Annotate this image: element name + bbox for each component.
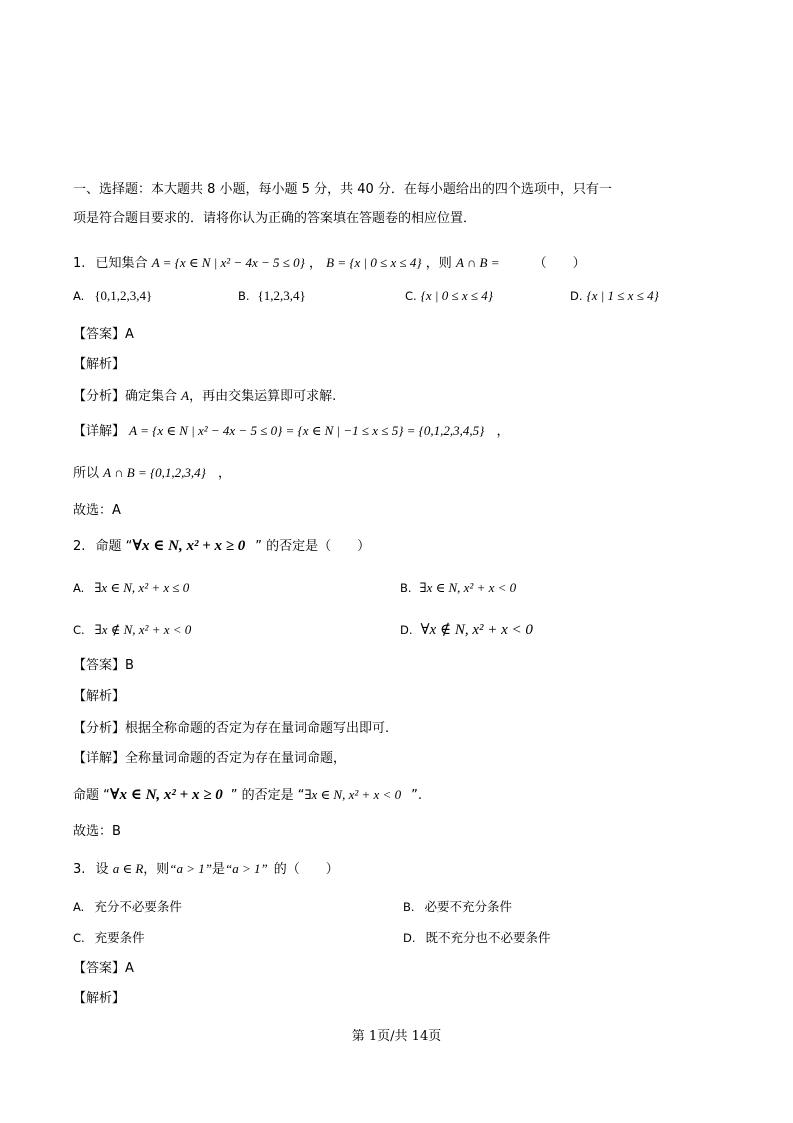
option-label: A. [73, 900, 85, 914]
question-text-then: ，则 [143, 862, 170, 877]
analysis-detail: 【详解】全称量词命题的否定为存在量词命题， [73, 751, 347, 766]
negation-statement [73, 786, 422, 805]
option-label: C. [73, 623, 85, 637]
question-number: 1. [73, 256, 86, 271]
negated-statement: ∃x ∈ N, x² + x < 0 [304, 787, 402, 802]
fenxi-tag: 【分析】 [73, 389, 126, 404]
intersection-expression: A ∩ B = [455, 255, 500, 270]
set-a-definition: A = {x ∈ N | x² − 4x − 5 ≤ 0} [151, 255, 305, 270]
question-2 [73, 537, 370, 556]
condition-q: “a > 1” [225, 861, 268, 876]
negation-text-a: 命题 “ [73, 788, 110, 803]
analysis-detail [73, 422, 509, 441]
option-c [405, 287, 493, 305]
section-header-line1: 一、选择题：本大题共 8 小题，每小题 5 分，共 40 分．在每小题给出的四个选项中，只有一 [73, 182, 612, 197]
option-a [73, 579, 189, 597]
variable-domain: a ∈ R [112, 861, 144, 876]
analysis-fenxi: 【分析】根据全称命题的否定为存在量词命题写出即可. [73, 721, 390, 736]
option-a [73, 898, 182, 916]
option-b [400, 579, 516, 597]
option-d [400, 621, 533, 639]
fenxi-text: 确定集合 [125, 389, 178, 404]
option-label: D. [400, 623, 413, 637]
option-label: A. [73, 581, 85, 595]
option-value: 充分不必要条件 [94, 899, 182, 914]
option-b [238, 287, 306, 305]
question-number: 2. [73, 539, 86, 554]
question-prompt: 命题 “ [95, 539, 133, 554]
section-header-line2: 项是符合题目要求的．请将你认为正确的答案填在答题卷的相应位置． [73, 211, 477, 226]
option-d [570, 287, 659, 305]
option-value: {x | 1 ≤ x ≤ 4} [586, 288, 659, 303]
so-end: ， [218, 466, 232, 481]
option-label: D. [403, 931, 416, 945]
separator: ， [308, 256, 322, 271]
question-text: 设 [95, 862, 109, 877]
detail-expression: A = {x ∈ N | x² − 4x − 5 ≤ 0} = {x ∈ N | −1 ≤ x ≤ 5} = {0,1,2,3,4,5} [129, 423, 485, 438]
detail-tag: 【详解】 [73, 424, 126, 439]
option-d [403, 929, 551, 947]
option-value: ∃x ∈ N, x² + x < 0 [419, 580, 517, 595]
option-value: 必要不充分条件 [424, 899, 513, 914]
original-statement: ∀x ∈ N, x² + x ≥ 0 [109, 787, 223, 803]
answer-line: 【答案】A [73, 327, 134, 342]
question-prompt-end: ” 的否定是（ ） [255, 539, 371, 554]
answer-blank: （ ） [533, 256, 586, 271]
fenxi-text-end: ，再由交集运算即可求解. [189, 389, 337, 404]
page-number: 第 1页/共 14页 [351, 1029, 442, 1044]
so-text: 所以 [73, 466, 100, 481]
analysis-heading: 【解析】 [73, 991, 126, 1006]
option-value: ∀x ∉ N, x² + x < 0 [420, 622, 533, 638]
option-value: {0,1,2,3,4} [94, 288, 153, 303]
option-value: ∃x ∉ N, x² + x < 0 [94, 622, 192, 637]
option-c [73, 929, 145, 947]
analysis-fenxi [73, 387, 336, 406]
option-label: B. [403, 900, 415, 914]
option-label: B. [400, 581, 412, 595]
option-a [73, 287, 152, 305]
option-label: D. [570, 289, 583, 303]
option-value: {x | 0 ≤ x ≤ 4} [420, 288, 493, 303]
option-b [403, 898, 512, 916]
question-number: 3. [73, 862, 86, 877]
option-label: C. [73, 931, 85, 945]
answer-line: 【答案】B [73, 658, 134, 673]
choose-line: 故选：A [73, 503, 121, 518]
detail-end: ， [496, 424, 510, 439]
option-c [73, 621, 191, 639]
option-value: ∃x ∈ N, x² + x ≤ 0 [94, 580, 190, 595]
question-text-is: 是 [212, 862, 226, 877]
so-expression: A ∩ B = {0,1,2,3,4} [103, 465, 206, 480]
fenxi-variable: A [181, 388, 190, 403]
analysis-heading: 【解析】 [73, 689, 126, 704]
condition-p: “a > 1” [169, 861, 213, 876]
negation-text-b: ” 的否定是 “ [230, 788, 305, 803]
then-text: ，则 [425, 256, 452, 271]
option-label: A. [73, 289, 85, 303]
option-label: B. [238, 289, 250, 303]
option-value: 充要条件 [94, 930, 145, 945]
question-3 [73, 860, 339, 879]
option-label: C. [405, 289, 417, 303]
question-text-end: 的（ ） [273, 862, 339, 877]
conclusion-line [73, 464, 231, 483]
answer-line: 【答案】A [73, 961, 134, 976]
choose-line: 故选：B [73, 824, 121, 839]
analysis-heading: 【解析】 [73, 357, 126, 372]
negation-text-c: ”. [411, 788, 422, 803]
option-value: {1,2,3,4} [257, 288, 306, 303]
question-prompt: 已知集合 [95, 256, 148, 271]
quantified-statement: ∀x ∈ N, x² + x ≥ 0 [132, 538, 246, 554]
option-value: 既不充分也不必要条件 [425, 930, 551, 945]
question-1 [73, 254, 586, 273]
set-b-definition: B = {x | 0 ≤ x ≤ 4} [326, 255, 422, 270]
